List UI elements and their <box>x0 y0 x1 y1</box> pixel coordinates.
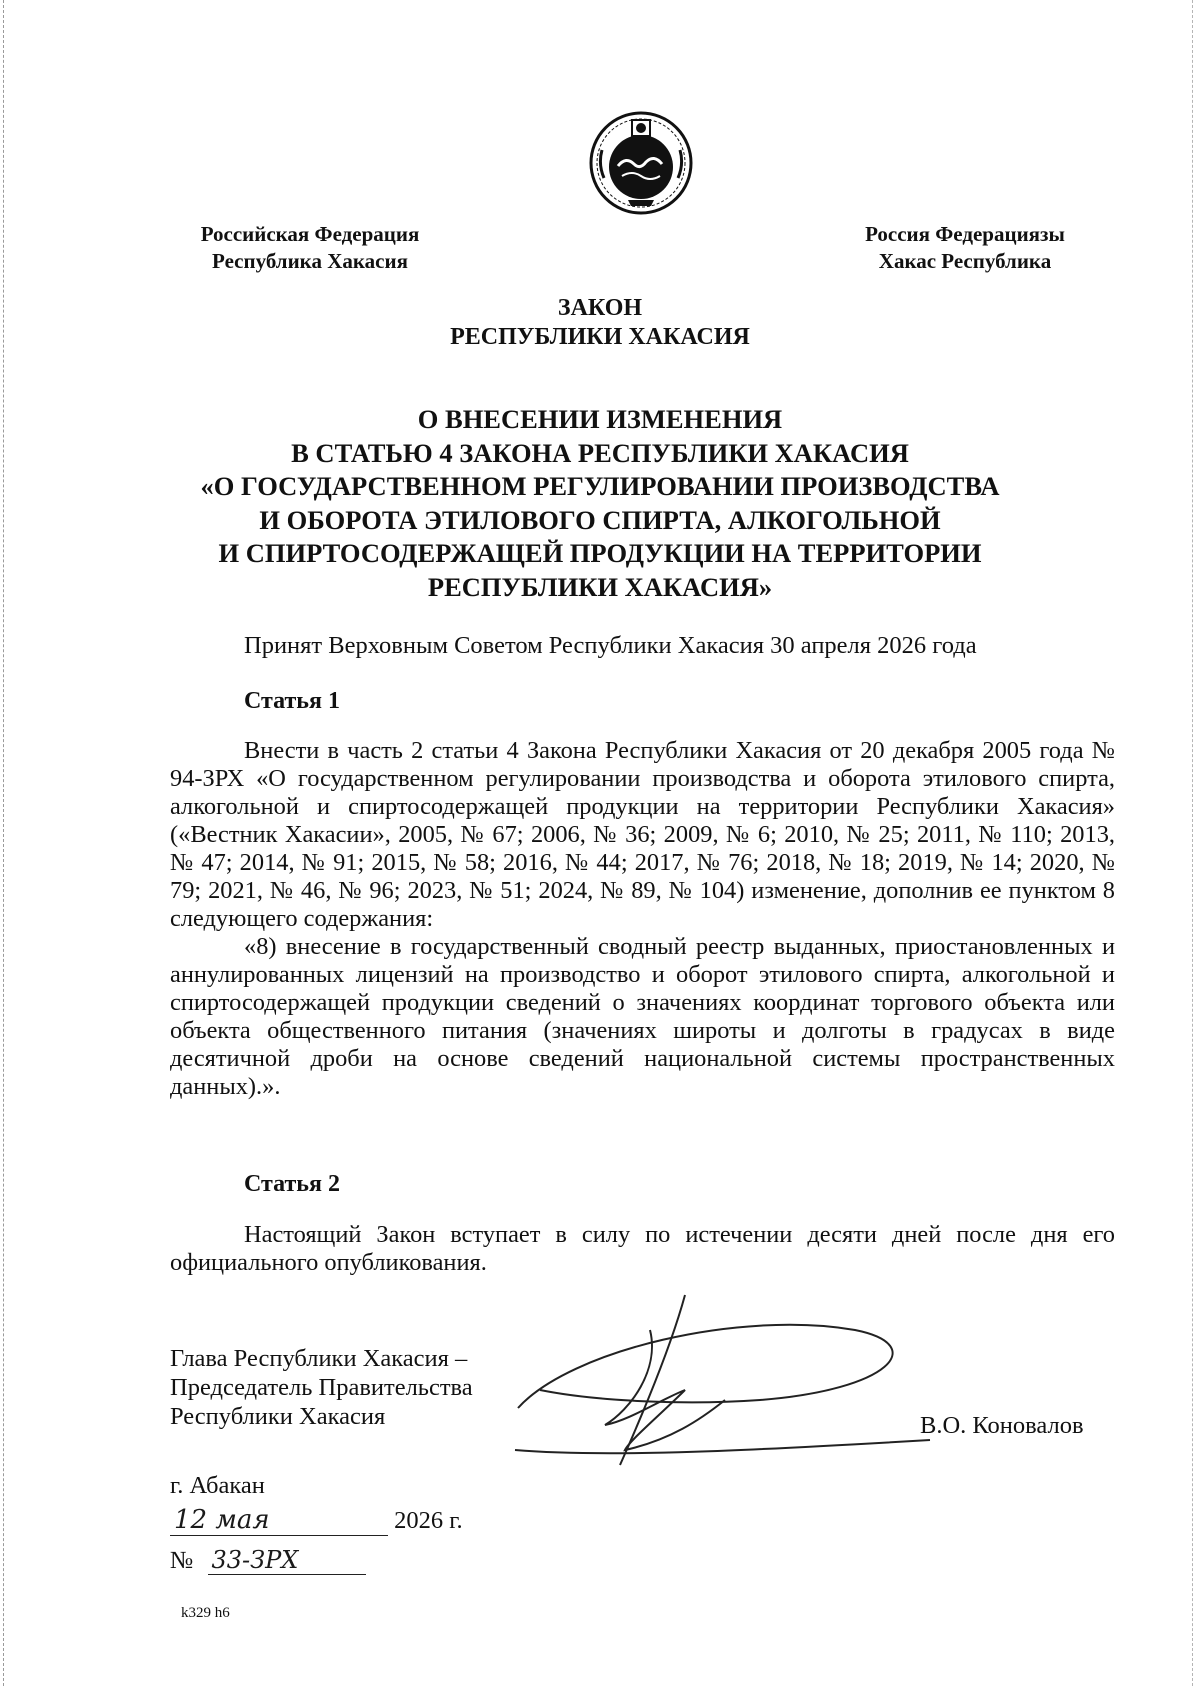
law-type <box>0 294 1200 352</box>
handwritten-signature-icon <box>510 1290 940 1490</box>
handwritten-number: 33-ЗРХ <box>208 1546 366 1575</box>
coat-of-arms-icon <box>588 110 694 216</box>
header-right <box>830 221 1100 275</box>
header-left <box>160 221 460 275</box>
law-title-line: В СТАТЬЮ 4 ЗАКОНА РЕСПУБЛИКИ ХАКАСИЯ <box>291 437 909 468</box>
article-2-heading: Статья 2 <box>244 1171 340 1197</box>
signer-title-line2: Председатель Правительства <box>170 1374 473 1401</box>
article-1-body <box>170 737 1115 1101</box>
handwritten-date: 12 мая <box>170 1505 388 1536</box>
law-title-line: РЕСПУБЛИКИ ХАКАСИЯ» <box>427 571 773 602</box>
law-number <box>170 1546 366 1575</box>
signing-year: 2026 г. <box>394 1507 463 1534</box>
article-2-paragraph-1: Настоящий Закон вступает в силу по истечении десяти дней после дня его официального опубликования. <box>170 1221 1115 1276</box>
signer-title-line3: Республики Хакасия <box>170 1403 386 1430</box>
law-title-line: О ВНЕСЕНИИ ИЗМЕНЕНИЯ <box>417 404 783 434</box>
document-code: k329 h6 <box>181 1605 230 1621</box>
article-2-body <box>170 1221 1115 1277</box>
law-title-line: «О ГОСУДАРСТВЕННОМ РЕГУЛИРОВАНИИ ПРОИЗВОДСТВА <box>200 471 1000 501</box>
signer-title <box>170 1344 473 1431</box>
header-left-line1: Российская Федерация <box>200 222 420 246</box>
law-title-line: И СПИРТОСОДЕРЖАЩЕЙ ПРОДУКЦИИ НА ТЕРРИТОРИИ <box>218 538 982 568</box>
signer-title-line1: Глава Республики Хакасия – <box>170 1345 468 1372</box>
law-type-line2: РЕСПУБЛИКИ ХАКАСИЯ <box>450 324 750 350</box>
law-type-line1: ЗАКОН <box>557 295 643 321</box>
article-1-paragraph-1: Внести в часть 2 статьи 4 Закона Республики Хакасия от 20 декабря 2005 года № 94-ЗРХ «О государственном регулировании производства и оборота этилового спирта, алкогольной и спиртосодержащей продукции на территории Республики Хакасия» («Вестник Хакасии», 2005, № 67; 2006, № 36; 2009, № 6; 2010, № 25; 2011, № 110; 2013, № 47; 2014, № 91; 2015, № 58; 2016, № 44; 2017, № 76; 2018, № 18; 2019, № 14; 2020, № 79; 2021, № 46, № 96; 2023, № 51; 2024, № 89, № 104) изменение, дополнив ее пунктом 8 следующего содержания: <box>170 737 1115 932</box>
article-1-heading: Статья 1 <box>244 688 340 714</box>
signer-name: В.О. Коновалов <box>920 1412 1084 1439</box>
law-title-line: И ОБОРОТА ЭТИЛОВОГО СПИРТА, АЛКОГОЛЬНОЙ <box>259 504 941 535</box>
scan-edge-right <box>1192 0 1193 1686</box>
article-1-paragraph-2: «8) внесение в государственный сводный реестр выданных, приостановленных и аннулированных лицензий на производство и оборот этилового спирта, алкогольной и спиртосодержащей продукции сведений о значениях координат торгового объекта или объекта общественного питания (значениях широты и долготы в градусах в виде десятичной дроби на основе сведений национальной системы пространственных данных).». <box>170 933 1115 1100</box>
header-left-line2: Республика Хакасия <box>212 249 408 273</box>
place: г. Абакан <box>170 1472 265 1499</box>
scan-edge-left <box>3 0 4 1686</box>
number-label: № <box>170 1547 194 1574</box>
header-right-line2: Хакас Республика <box>878 249 1052 273</box>
adoption-note: Принят Верховным Советом Республики Хакасия 30 апреля 2026 года <box>244 632 977 659</box>
header-right-line1: Россия Федерациязы <box>865 222 1065 246</box>
signing-date <box>170 1505 463 1536</box>
law-title <box>0 403 1200 604</box>
